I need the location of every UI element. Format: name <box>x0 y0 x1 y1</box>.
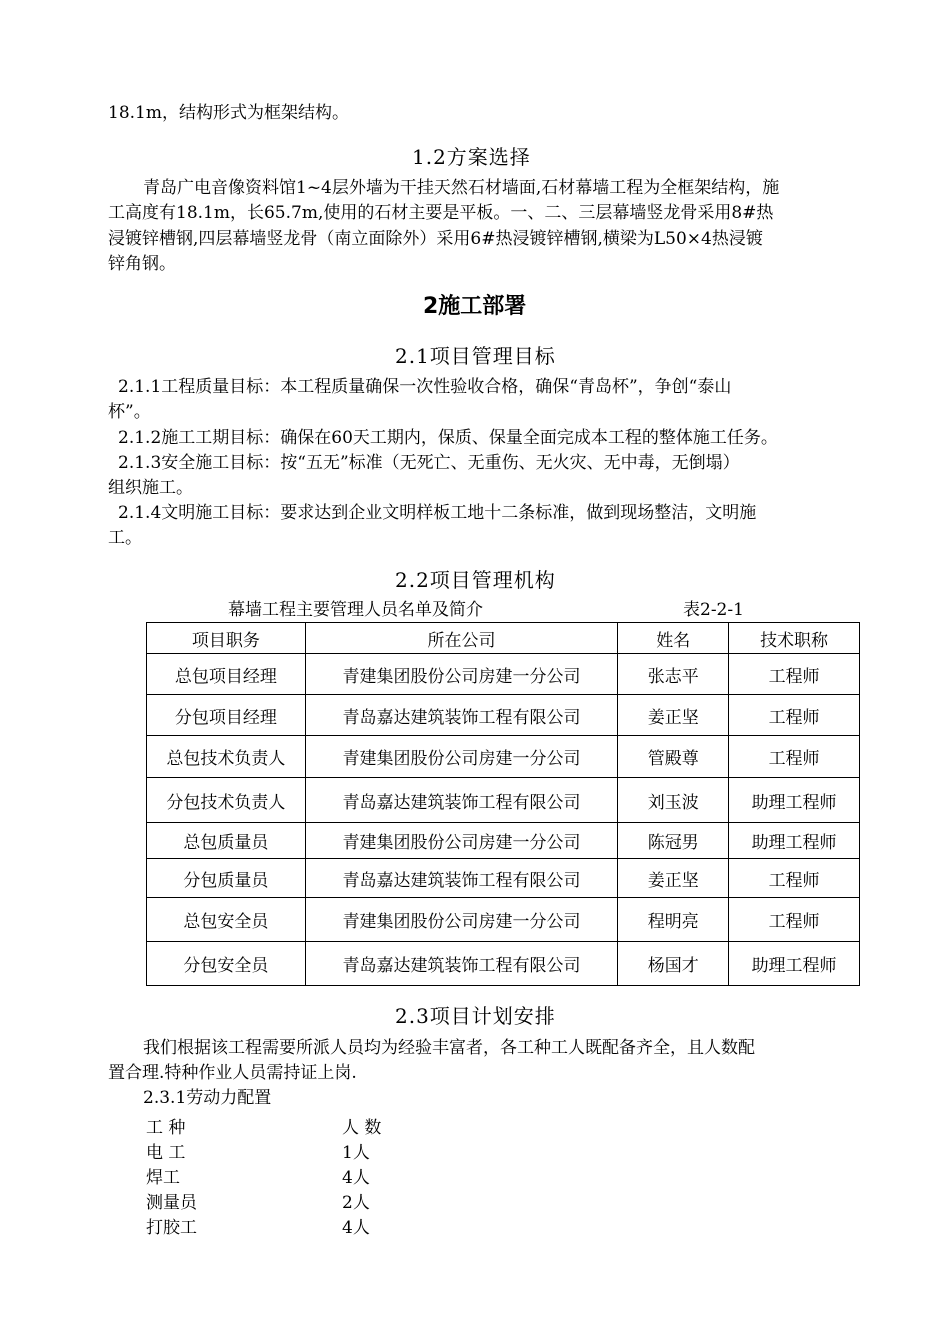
cell-title: 工程师 <box>729 898 860 942</box>
header-cell: 所在公司 <box>305 623 618 654</box>
goal-line: 2.1.4文明施工目标：要求达到企业文明样板工地十二条标准，做到现场整洁，文明施 <box>118 503 757 523</box>
cell-role: 分包安全员 <box>147 942 306 986</box>
staff-table <box>146 622 860 986</box>
labor-count: 2人 <box>342 1193 370 1213</box>
goal-line: 2.1.3安全施工目标：按“五无”标准（无死亡、无重伤、无火灾、无中毒，无倒塌） <box>118 453 740 473</box>
cell-company: 青岛嘉达建筑装饰工程有限公司 <box>305 695 618 736</box>
table-row <box>147 778 860 823</box>
section-2-1-title: 2.1项目管理目标 <box>395 344 556 368</box>
labor-count: 1人 <box>342 1143 370 1163</box>
labor-trade: 焊工 <box>146 1168 180 1188</box>
cell-role: 分包项目经理 <box>147 695 306 736</box>
table-row <box>147 898 860 942</box>
cell-company: 青岛嘉达建筑装饰工程有限公司 <box>305 859 618 898</box>
table-row <box>147 654 860 695</box>
labor-trade: 测量员 <box>146 1193 197 1213</box>
header-cell: 技术职称 <box>729 623 860 654</box>
cell-name: 姜正坚 <box>618 859 729 898</box>
header-cell: 项目职务 <box>147 623 306 654</box>
labor-row <box>146 1138 370 1163</box>
table-row <box>147 695 860 736</box>
cell-company: 青建集团股份公司房建一分公司 <box>305 898 618 942</box>
table-row <box>147 823 860 859</box>
cell-role: 分包质量员 <box>147 859 306 898</box>
section-1-2-line: 锌角钢。 <box>108 254 176 274</box>
cell-name: 程明亮 <box>618 898 729 942</box>
chapter-2-title: 2施工部署 <box>423 294 527 319</box>
labor-header-row <box>146 1113 382 1138</box>
table-row <box>147 942 860 986</box>
goal-line: 组织施工。 <box>108 478 193 498</box>
labor-header-trade: 工 种 <box>146 1118 186 1138</box>
labor-row <box>146 1188 370 1213</box>
cell-company: 青建集团股份公司房建一分公司 <box>305 654 618 695</box>
cell-title: 工程师 <box>729 695 860 736</box>
goal-line: 2.1.1工程质量目标：本工程质量确保一次性验收合格，确保“青岛杯”，争创“泰山 <box>118 377 732 397</box>
plan-line: 我们根据该工程需要所派人员均为经验丰富者，各工种工人既配备齐全，且人数配 <box>143 1038 755 1058</box>
cell-title: 助理工程师 <box>729 778 860 823</box>
labor-row <box>146 1163 370 1188</box>
cell-role: 总包技术负责人 <box>147 736 306 778</box>
plan-line: 置合理.特种作业人员需持证上岗. <box>108 1063 357 1083</box>
goal-line: 杯”。 <box>108 402 151 422</box>
section-2-2-title: 2.2项目管理机构 <box>395 568 556 592</box>
table-row <box>147 859 860 898</box>
labor-trade: 电 工 <box>146 1143 186 1163</box>
cell-title: 助理工程师 <box>729 942 860 986</box>
labor-count: 4人 <box>342 1168 370 1188</box>
cell-company: 青岛嘉达建筑装饰工程有限公司 <box>305 778 618 823</box>
goal-line: 工。 <box>108 528 142 548</box>
cell-name: 刘玉波 <box>618 778 729 823</box>
table-caption: 幕墙工程主要管理人员名单及简介 <box>228 600 483 620</box>
table-number: 表2-2-1 <box>683 600 744 620</box>
cell-name: 杨国才 <box>618 942 729 986</box>
cell-company: 青岛嘉达建筑装饰工程有限公司 <box>305 942 618 986</box>
goal-line: 2.1.2施工工期目标：确保在60天工期内，保质、保量全面完成本工程的整体施工任务。 <box>118 428 778 448</box>
cell-title: 工程师 <box>729 736 860 778</box>
table-row <box>147 736 860 778</box>
cell-title: 助理工程师 <box>729 823 860 859</box>
cell-role: 总包安全员 <box>147 898 306 942</box>
cell-role: 总包质量员 <box>147 823 306 859</box>
labor-trade: 打胶工 <box>146 1218 197 1238</box>
cell-title: 工程师 <box>729 859 860 898</box>
labor-count: 4人 <box>342 1218 370 1238</box>
cell-name: 张志平 <box>618 654 729 695</box>
cell-role: 总包项目经理 <box>147 654 306 695</box>
section-1-2-line: 浸镀锌槽钢,四层幕墙竖龙骨（南立面除外）采用6#热浸镀锌槽钢,横梁为L50×4热浸镀 <box>108 229 763 249</box>
section-1-2-line: 工高度有18.1m，长65.7m,使用的石材主要是平板。一、二、三层幕墙竖龙骨采用8#热 <box>108 203 774 223</box>
cell-name: 陈冠男 <box>618 823 729 859</box>
labor-subtitle: 2.3.1劳动力配置 <box>143 1088 272 1108</box>
cell-role: 分包技术负责人 <box>147 778 306 823</box>
cell-name: 管殿尊 <box>618 736 729 778</box>
section-1-2-line: 青岛广电音像资料馆1~4层外墙为干挂天然石材墙面,石材幕墙工程为全框架结构，施 <box>143 178 780 198</box>
cell-name: 姜正坚 <box>618 695 729 736</box>
labor-header-count: 人 数 <box>342 1118 382 1138</box>
intro-line: 18.1m，结构形式为框架结构。 <box>108 103 349 123</box>
cell-company: 青建集团股份公司房建一分公司 <box>305 823 618 859</box>
header-cell: 姓名 <box>618 623 729 654</box>
section-2-3-title: 2.3项目计划安排 <box>395 1004 556 1028</box>
cell-title: 工程师 <box>729 654 860 695</box>
table-header-row <box>147 623 860 654</box>
section-1-2-title: 1.2方案选择 <box>412 145 531 169</box>
labor-row <box>146 1213 370 1238</box>
cell-company: 青建集团股份公司房建一分公司 <box>305 736 618 778</box>
